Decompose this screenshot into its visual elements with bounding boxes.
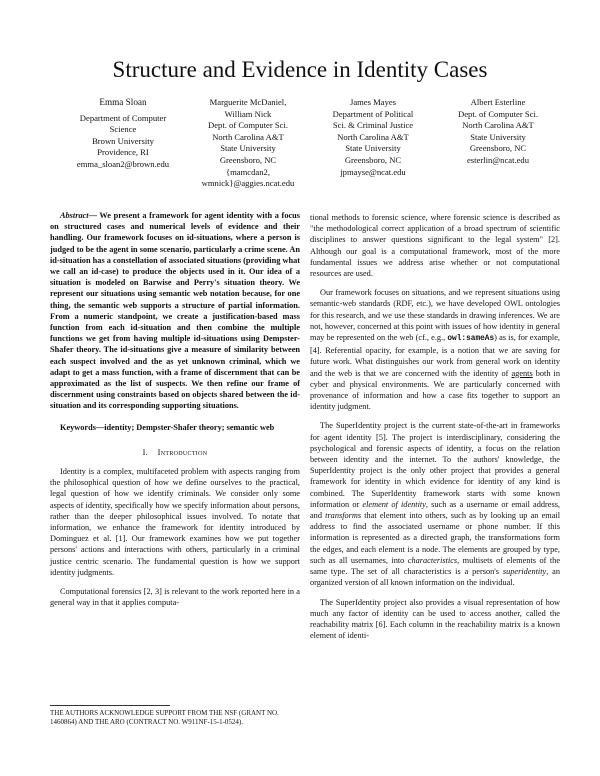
paragraph — [310, 287, 560, 412]
left-column — [50, 210, 300, 617]
text-run: both in cyber and physical environments. We are particularly concerned with provenance of information and how a case fits together to support an identity judgment. — [310, 368, 560, 412]
author-line: Science — [109, 124, 137, 135]
author-name: Emma Sloan — [99, 97, 147, 107]
text-run: Our framework focuses on situations, and we represent situations using semantic-web standards (RDF, etc.), we have developed OWL ontologies for this research, and we use these standards in drawing inferences. We are not, however, concerned at this point with issues of how identity in general may be represented on the web (cf., e.g., — [310, 288, 560, 343]
code-term: owl:sameAs — [447, 335, 495, 344]
author-2 — [183, 97, 313, 190]
author-line: North Carolina A&T — [337, 131, 409, 142]
italic-term: superidentity — [502, 567, 547, 577]
paragraph — [310, 420, 560, 588]
paragraph: tional methods to forensic science, where forensic science is described as "the methodological correct application of a broad spectrum of scientific disciplines to answer questions significant to the legal system" [2]. Although our goal is a computational framework, most of the more fundamental issues we address arise whether or not computational resources are used. — [310, 213, 560, 279]
section-title: Introduction — [157, 447, 208, 457]
text-run: ) as is, for example, [4]. Referential opacity, for example, is a notion that we are saving for future work. What distinguishes our work from general work on identity and the web is that we are concerned with the identity of — [310, 333, 560, 378]
italic-term: element of identity — [362, 499, 426, 509]
author-line: Greensboro, NC — [344, 154, 402, 165]
author-line: Greensboro, NC — [469, 143, 527, 154]
author-name: Marguerite McDaniel, — [209, 97, 287, 107]
author-4 — [433, 97, 563, 167]
author-1 — [58, 97, 188, 171]
text-run: , such as a username or email address, and — [310, 499, 561, 521]
author-email: jpmayse@ncat.edu — [340, 166, 406, 177]
italic-term: transforms — [325, 511, 362, 521]
footnote-divider — [50, 705, 170, 706]
author-line: State University — [470, 131, 526, 142]
author-line: Providence, RI — [97, 147, 149, 158]
text-run: that element into others, such as by looking up an email address to find the associated username or phone number. If this information is represented as a directed graph, the transformations form the edges, and each element is a node. The elements are grouped by type, such as all usernames, into — [310, 511, 560, 565]
section-number: I. — [142, 447, 149, 457]
abstract-dash: — — [88, 211, 100, 220]
author-line: North Carolina A&T — [212, 131, 284, 142]
author-line: William Nick — [224, 108, 272, 119]
author-line: Department of Political — [332, 108, 414, 119]
author-line: Dept. of Computer Sci. — [208, 120, 288, 131]
author-line: Sci. & Criminal Justice — [332, 120, 414, 131]
text-run: The SuperIdentity project is the current state-of-the-art in frameworks for agent identity [5]. The project is interdisciplinary, considering the psychological and forensic aspects of identity, a focus on the relation between identity and the internet. To the authors' knowledge, the SuperIdentity project is the only other project that provides a general framework for identity in which evidence for identity of any kind is combined. The SuperIdentity framework starts with some known information or — [310, 421, 560, 509]
abstract — [50, 210, 300, 412]
author-email: emma_sloan2@brown.edu — [76, 158, 170, 169]
paragraph: The SuperIdentity project also provides a visual representation of how much any factor of identity can be used to access another, called the reachability matrix [6]. Each column in the reachability matrix is a known element of identi- — [310, 597, 560, 641]
italic-term: characteristics — [407, 555, 458, 565]
author-name: Albert Esterline — [470, 97, 526, 107]
right-column — [310, 212, 560, 649]
paper-title: Structure and Evidence in Identity Cases — [112, 57, 488, 82]
author-line: Department of Computer — [79, 112, 167, 123]
author-line: State University — [220, 143, 276, 154]
paragraph: Computational forensics [2, 3] is relevant to the work reported here in a general way in that it applies computa- — [50, 587, 300, 608]
author-email: esterlin@ncat.edu — [466, 154, 530, 165]
footnote: THE AUTHORS ACKNOWLEDGE SUPPORT FROM THE NSF (GRANT NO. 1460864) AND THE ARO (CONTRACT NO. W911NF-15-1-0524). — [50, 709, 279, 726]
keywords: Keywords—identity; Dempster-Shafer theory; semantic web — [60, 422, 275, 432]
section-heading — [50, 447, 300, 458]
author-line: North Carolina A&T — [462, 120, 534, 131]
author-email: wmnick}@aggies.ncat.edu — [201, 178, 295, 189]
author-3 — [308, 97, 438, 178]
underlined-term: agents — [511, 368, 533, 378]
author-line: Greensboro, NC — [219, 154, 277, 165]
author-email: {mamcdan2, — [226, 166, 270, 177]
text-run: , multisets of elements of the same type. The set of all characteristics is a person's — [310, 555, 560, 577]
text-run: , an organized version of all known information on the individual. — [310, 567, 561, 588]
author-line: Brown University — [92, 135, 154, 146]
abstract-text: We present a framework for agent identity with a focus on structured cases and numerical levels of evidence and their handling. Our framework focuses on id-situations, where a person is judged to be the agent in some scenario, particularly a crime scene. An id-situation has a constellation of associated situations (providing what we call an id-case) to produce the objects used in it. Our idea of a situation is modeled on Barwise and Perry's situation theory. We represent our situations using semantic web notation because, for one thing, the semantic web supports a structure of partial information. From a numeric standpoint, we create a justification-based mass function from each id-situation and then combine the multiple functions we get from having multiple id-situations using Dempster-Shafer theory. The id-situations give a measure of similarity between each suspect involved and the as yet unknown criminal, which we adapt to get a mass function, with a frame of discernment that can be approximated as the list of suspects. We then refine our frame of discernment using constraints based on objects shared between the id-situation and its corresponding supporting situations. — [50, 211, 300, 411]
author-line: State University — [345, 143, 401, 154]
author-line: Dept. of Computer Sci. — [458, 108, 538, 119]
paragraph: Identity is a complex, multifaceted problem with aspects ranging from the philosophical question of how we define ourselves to the practical, legal question of how we identify criminals. We consider only some aspects of identity, specifically how we specify information about persons, rather than the deeper philosophical issues involved. To notate that information, we enhance the framework for identity introduced by Dominguez et al. [1]. Our framework examines how we put together persons' actions and interactions with others, particularly in a criminal justice centric scenario. The fundamental question is how we support identity judgments. — [50, 467, 300, 577]
abstract-label: Abstract — [60, 211, 89, 220]
author-name: James Mayes — [349, 97, 397, 107]
